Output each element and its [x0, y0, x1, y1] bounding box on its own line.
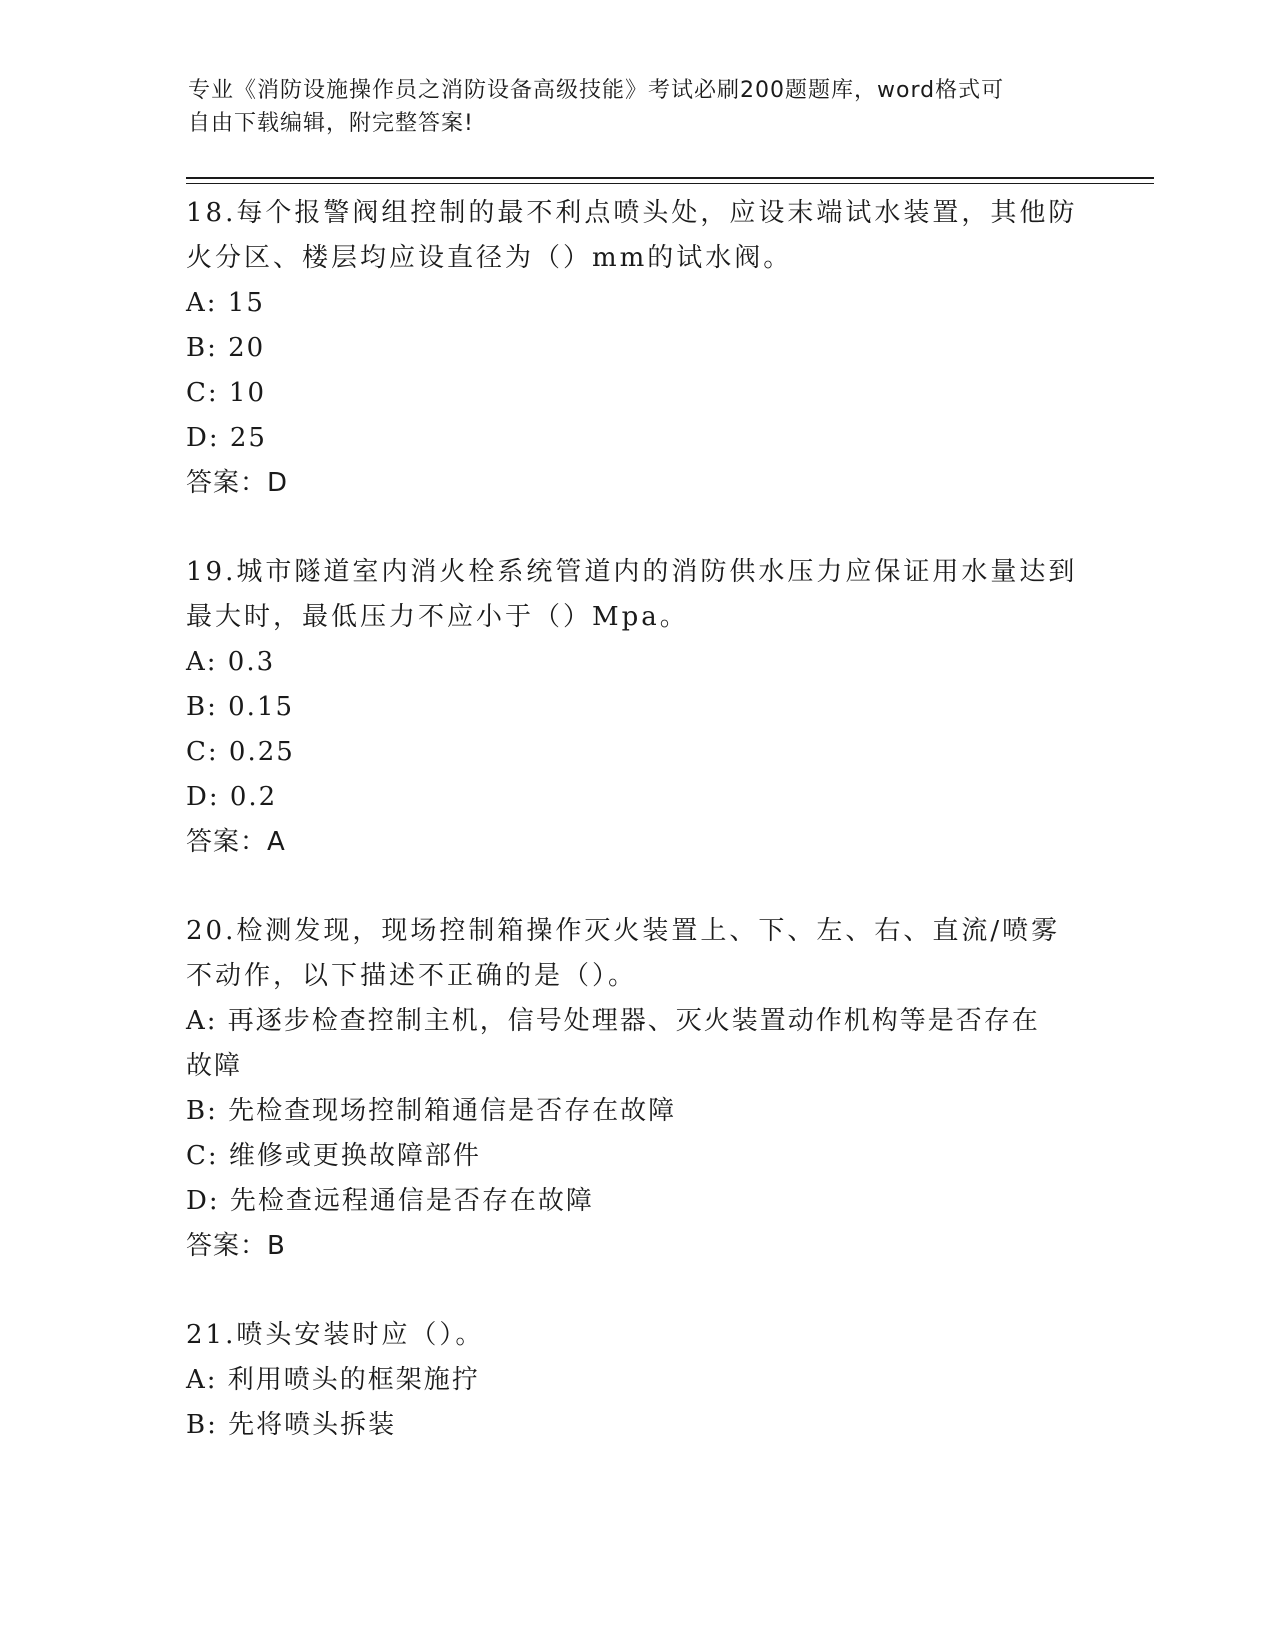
- option-c: C: 10: [186, 378, 267, 408]
- option-a: A: 15: [186, 288, 265, 318]
- question-text-line: 不动作，以下描述不正确的是（）。: [186, 961, 638, 991]
- answer-line: 答案：B: [186, 1231, 286, 1261]
- question-text-line: 21.喷头安装时应（）。: [186, 1320, 485, 1350]
- answer-line: 答案：A: [186, 827, 286, 857]
- option-b: B: 先检查现场控制箱通信是否存在故障: [186, 1096, 677, 1126]
- document-header: [188, 74, 1068, 140]
- option-c: C: 0.25: [186, 737, 295, 767]
- question-text-line: 火分区、楼层均应设直径为（）mm的试水阀。: [186, 243, 793, 273]
- option-b: B: 20: [186, 333, 266, 363]
- option-a: A: 0.3: [186, 647, 276, 677]
- answer-line: 答案：D: [186, 468, 289, 498]
- option-d: D: 0.2: [186, 782, 278, 812]
- option-d: D: 先检查远程通信是否存在故障: [186, 1186, 594, 1216]
- header-line-1: 专业《消防设施操作员之消防设备高级技能》考试必刷200题题库，word格式可: [188, 78, 1005, 103]
- question-21: [186, 1313, 1086, 1448]
- question-18: [186, 191, 1086, 506]
- option-c: C: 维修或更换故障部件: [186, 1141, 481, 1171]
- option-d: D: 25: [186, 423, 267, 453]
- question-19: [186, 550, 1086, 865]
- option-a-continuation: 故障: [186, 1051, 243, 1081]
- header-divider-thick: [186, 177, 1154, 179]
- header-line-2: 自由下载编辑，附完整答案!: [188, 111, 474, 136]
- header-divider-thin: [186, 183, 1154, 184]
- question-list: [186, 191, 1086, 1492]
- option-a: A: 利用喷头的框架施拧: [186, 1365, 480, 1395]
- option-b: B: 0.15: [186, 692, 295, 722]
- option-a: A: 再逐步检查控制主机，信号处理器、灭火装置动作机构等是否存在: [186, 1006, 1040, 1036]
- option-b: B: 先将喷头拆装: [186, 1410, 397, 1440]
- question-text-line: 20.检测发现，现场控制箱操作灭火装置上、下、左、右、直流/喷雾: [186, 916, 1061, 946]
- question-20: [186, 909, 1086, 1269]
- question-text-line: 18.每个报警阀组控制的最不利点喷头处，应设末端试水装置，其他防: [186, 198, 1078, 228]
- question-text-line: 最大时，最低压力不应小于（）Mpa。: [186, 602, 689, 632]
- question-text-line: 19.城市隧道室内消火栓系统管道内的消防供水压力应保证用水量达到: [186, 557, 1078, 587]
